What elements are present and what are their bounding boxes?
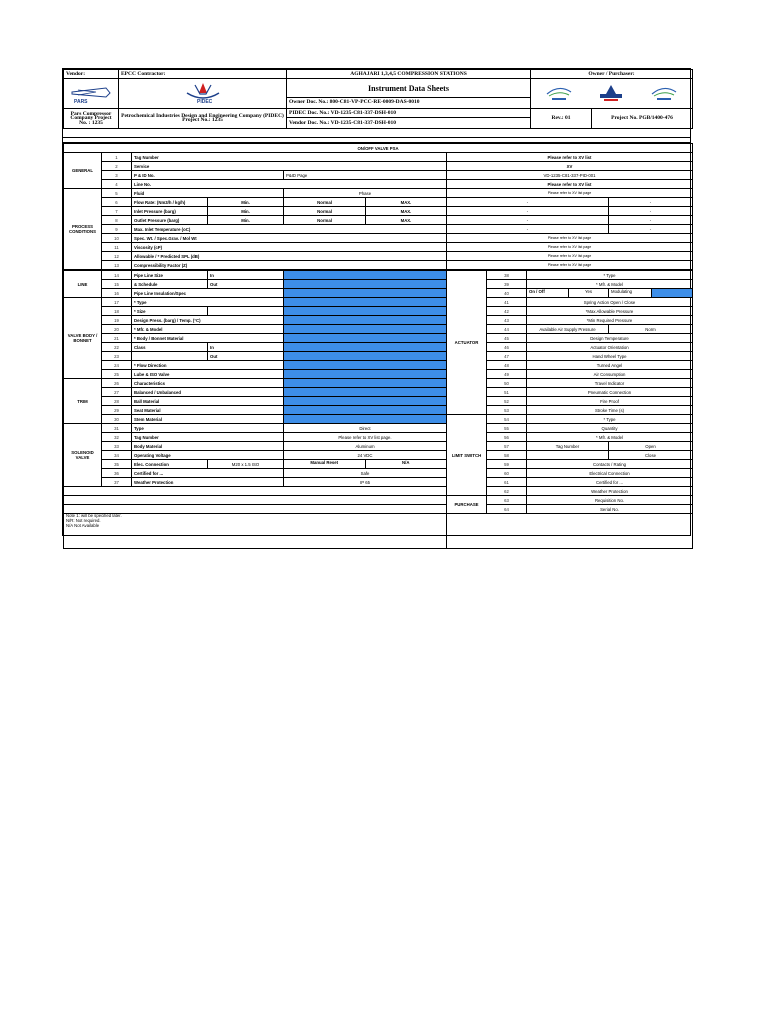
project-number: Project No. PGB/1400-476 [611,115,673,122]
row-value [284,379,447,388]
phase-label: Phase [284,189,447,198]
section-label: SOLENOID VALVE [64,424,102,487]
spec-row [64,343,693,352]
row-label: Pneumatic Connection [527,388,693,397]
spec-row [64,261,693,270]
row-value [284,289,447,298]
row-number: 4 [102,180,132,189]
value-a: - [447,207,609,216]
row-label: Body Material [132,442,284,451]
row-number: 1 [102,153,132,162]
row-number: 62 [487,487,527,496]
value-b: - [609,216,693,225]
row-number: 61 [487,478,527,487]
row-value [284,271,447,280]
notes [64,514,447,549]
row-number: 47 [487,352,527,361]
row-label: Pipe Line Size [132,271,208,280]
empty-cell [64,487,447,496]
row-number: 53 [487,406,527,415]
data-table [63,143,693,270]
row-sublabel: Close [609,451,693,460]
section-label: LINE [64,271,102,298]
row-sublabel: Norm [609,325,693,334]
row-sublabel: Out [208,352,284,361]
row-label: Line No. [132,180,447,189]
row-label: Service [132,162,447,171]
row-value: Please refer to XV list page [447,252,693,261]
spec-row [64,469,693,478]
spec-row [64,180,693,189]
fluid-value: Please refer to XV list page [447,189,693,198]
row-sublabel: In [208,343,284,352]
row-label: Requisition No. [527,496,693,505]
row-number: 33 [102,442,132,451]
row-label: Available Air Supply Pressure [527,325,609,334]
empty-cell [64,496,447,505]
spec-row [64,496,693,505]
row-label: Tag Number [527,442,609,451]
row-number: 24 [102,361,132,370]
spec-row [64,361,693,370]
row-number: 20 [102,325,132,334]
row-label: Max. Inlet Temperature (oC) [132,225,447,234]
row-label: Certified for ... [132,469,284,478]
row-label: Elec. Connection [132,460,208,469]
row-label: Spring Action Open / Close [527,298,693,307]
row-label: Spec. Wt. / Spec.Grav. / Mol Wt [132,234,447,243]
spec-row [64,334,693,343]
row-label: Operating Voltage [132,451,284,460]
spec-row [64,325,693,334]
note-line: N/A Not Available [66,522,100,528]
row-label: Weather Protection [527,487,693,496]
spec-row [64,243,693,252]
row-number: 27 [102,388,132,397]
row-label: Balanced / Unbalanced [132,388,284,397]
row-number: 23 [102,352,132,361]
row-number: 58 [487,451,527,460]
row-label: * Size [132,307,208,316]
spec-row [64,225,693,234]
row-number: 55 [487,424,527,433]
spec-row [64,171,693,180]
nigc-logo-icon [649,84,679,102]
spec-row [64,478,693,487]
manual-reset-label: Manual Reset [284,460,366,468]
spec-row [64,234,693,243]
row-value: Please refer to XV list page [447,261,693,270]
row-value [284,415,447,424]
row-number: 49 [487,370,527,379]
row-number: 34 [102,451,132,460]
value-a: - [447,225,609,234]
normal-label: Normal [284,207,366,216]
svg-text:PIDEC: PIDEC [196,99,212,106]
row-number: 22 [102,343,132,352]
spec-row [64,388,693,397]
row-label: Turned Angel [527,361,693,370]
row-number: 5 [102,189,132,198]
row-value: 24 VDC [284,451,447,460]
row-number: 44 [487,325,527,334]
row-number: 2 [102,162,132,171]
modulating-label: Modulating [609,289,652,297]
row-number: 40 [487,289,527,298]
row-label: Pipe Line Insulation/Spec [132,289,284,298]
row-number: 63 [487,496,527,505]
row-label: *Max Allowable Pressure [527,307,693,316]
spec-row [64,451,693,460]
row-number: 51 [487,388,527,397]
spec-row [64,379,693,388]
row-label: Certified for ... [527,478,693,487]
row-value [284,316,447,325]
instrument-data-sheet [62,68,691,536]
pid-page-label: P&ID Page [284,171,447,180]
row-number: 37 [102,478,132,487]
row-value: Please refer to XV list page. [284,433,447,442]
row-sublabel: Out [208,280,284,289]
modulating-value [652,289,692,297]
spec-row [64,460,693,469]
row-value [284,280,447,289]
spec-row [64,487,693,496]
nioc-logo-icon [544,84,574,102]
on-off-label: On / Off [527,289,569,297]
row-value [284,361,447,370]
spec-row [64,352,693,361]
row-value [284,334,447,343]
section-label: VALVE BODY / BONNET [64,298,102,379]
min-label: Min. [208,216,284,225]
on-off-cell [527,289,609,298]
manual-reset-value: N/A [402,460,410,465]
section-label: PURCHASE [447,496,487,514]
spec-row [64,406,693,415]
row-label: Air Consumption [527,370,693,379]
row-label: Serial No. [527,505,693,514]
row-number: 60 [487,469,527,478]
spec-row [64,397,693,406]
spec-row [64,442,693,451]
row-label: Actuator Orientation [527,343,693,352]
spec-row [64,280,693,289]
spec-row [64,316,693,325]
pidec-logo-icon [173,81,233,105]
elec-connection-value: M20 x 1.5 ISO [208,460,284,469]
section-title: ON/OFF VALVE PSA [64,144,693,153]
row-label: Allowable / * Predicted SPL (dB) [132,252,447,261]
row-value [284,307,447,316]
row-value: Please refer to XV list [447,180,693,189]
max-label: MAX. [366,216,447,225]
row-label: Seat Material [132,406,284,415]
pidec-logo [119,78,287,108]
spec-row [64,271,693,280]
row-value [284,298,447,307]
on-off-yes: Yes [584,289,592,294]
spec-row [64,424,693,433]
spec-row [64,370,693,379]
header-table [63,69,693,129]
note-line: Note 1: will be specified later. [66,513,122,518]
row-label: Hand Wheel Type [527,352,693,361]
section-label: GENERAL [64,153,102,189]
row-label: * Type [132,298,284,307]
row-value: Please refer to XV list page [447,234,693,243]
row-label: * Body / Bonnet Material [132,334,284,343]
row-number: 25 [102,370,132,379]
row-sublabel: In [208,271,284,280]
row-label: * Mfr. & Model [132,325,284,334]
row-value [284,343,447,352]
row-label: * Type [527,415,693,424]
spec-row [64,198,693,207]
spec-row [64,505,693,514]
modulating-cell [609,289,693,298]
row-number: 16 [102,289,132,298]
row-label: Type [132,424,284,433]
row-value [284,406,447,415]
row-label: Stroke Time (s) [527,406,693,415]
row-label: Design Press. (barg) / Temp. (°C) [132,316,284,325]
pid-number: VD-1235-C81-337-PID-001 [447,171,693,180]
row-label: Travel Indicator [527,379,693,388]
row-label: Lube & ISO Valve [132,370,284,379]
row-label: Flow Rate: (Nm3/h / kg/h) [132,198,208,207]
spec-row [64,216,693,225]
row-number: 45 [487,334,527,343]
row-label: Fluid [132,189,284,198]
row-label: Characteristics [132,379,284,388]
vendor-label: Vendor: [64,70,119,79]
row-value: IP 65 [284,478,447,487]
row-number: 3 [102,171,132,180]
row-label: Viscosity (cP) [132,243,447,252]
row-number: 11 [102,243,132,252]
vendor-doc-no: Vendor Doc. No.: VD-1235-C81-337-DSH-010 [287,117,531,128]
row-label: P & ID No. [132,171,284,180]
spec-row [64,433,693,442]
spec-row [64,153,693,162]
pidec-company: Petrochemical Industries Design and Engineering Company (PIDEC) Project No.: 1235 [119,108,287,128]
owner-doc-no: Owner Doc. No.: 800-C81-VP-PCC-RE-0009-DAS-0010 [289,99,420,106]
max-label: MAX. [366,207,447,216]
epcc-label: EPCC Contractor: [119,70,287,79]
row-label [132,352,208,361]
doc-title: Instrument Data Sheets [287,80,530,98]
row-number: 46 [487,343,527,352]
row-label: Electrical Connection [527,469,693,478]
section-title-row [64,144,693,153]
row-label: * Type [527,271,693,280]
row-number: 32 [102,433,132,442]
row-label: Design Temperature [527,334,693,343]
normal-label: Normal [284,198,366,207]
spacer-band [63,129,690,138]
row-number: 54 [487,415,527,424]
spec-row [64,252,693,261]
parsco-project-no: Pars Compressor Company Project No. : 1235 [64,108,119,128]
row-label: Compressibility Factor (Z) [132,261,447,270]
row-label: * Mfr. & Model [527,433,693,442]
row-label: Outlet Pressure (barg) [132,216,208,225]
value-b: - [609,225,693,234]
row-number: 52 [487,397,527,406]
row-number: 43 [487,316,527,325]
empty-cell [64,505,447,514]
max-label: MAX. [366,198,447,207]
revision: Rev.: 01 [531,109,592,128]
min-label: Min. [208,198,284,207]
row-number: 10 [102,234,132,243]
spec-row [64,189,693,198]
section-label: TRIM [64,379,102,424]
spec-row [64,298,693,307]
row-label: Inlet Pressure (barg) [132,207,208,216]
section-label: PROCESS CONDITIONS [64,189,102,270]
row-number: 12 [102,252,132,261]
manual-reset-cell [284,460,447,469]
row-number: 41 [487,298,527,307]
row-value: Aluminum [284,442,447,451]
svg-text:PARS: PARS [74,99,88,105]
row-value: Safe [284,469,447,478]
row-value: XV [447,162,693,171]
pidec-doc-no: PIDEC Doc. No.: VD-1235-C81-337-DSH-010 [287,108,531,117]
notes-row [64,514,693,549]
row-number: 8 [102,216,132,225]
value-b: - [609,198,693,207]
row-number: 59 [487,460,527,469]
row-value [284,370,447,379]
row-label: *Min Required Pressure [527,316,693,325]
row-value [284,388,447,397]
value-a: - [447,216,609,225]
row-number: 29 [102,406,132,415]
spec-row [64,415,693,424]
owner-logos [531,78,693,108]
row-number: 64 [487,505,527,514]
row-value [284,397,447,406]
owner-label: Owner / Purchaser: [531,70,693,79]
project-name: AGHAJARI 1,3,4,5 COMPRESSION STATIONS [287,70,531,79]
row-value [284,325,447,334]
row-label: Class [132,343,208,352]
row-number: 50 [487,379,527,388]
row-number: 26 [102,379,132,388]
row-number: 6 [102,198,132,207]
row-number: 31 [102,424,132,433]
row-number: 28 [102,397,132,406]
note-line: N/R: Not required. [66,517,101,523]
row-value [284,352,447,361]
row-number: 38 [487,271,527,280]
row-label: * Mfr. & Model [527,280,693,289]
row-number: 9 [102,225,132,234]
row-label: Quantity [527,424,693,433]
normal-label: Normal [284,216,366,225]
spec-row [64,207,693,216]
row-label: Weather Protection [132,478,284,487]
row-label: & Schedule [132,280,208,289]
row-sublabel [208,307,284,316]
row-label: Contacts / Rating [527,460,693,469]
row-label: Fire Proof [527,397,693,406]
row-value: Please refer to XV list [447,153,693,162]
row-number: 18 [102,307,132,316]
row-number: 56 [487,433,527,442]
row-value: Direct [284,424,447,433]
row-label: Tag Number [132,433,284,442]
spec-row [64,307,693,316]
row-number: 57 [487,442,527,451]
row-number: 7 [102,207,132,216]
value-b: - [609,207,693,216]
row-sublabel: Open [609,442,693,451]
value-a: - [447,198,609,207]
row-number: 19 [102,316,132,325]
row-label: Stem Material [132,415,284,424]
row-number: 48 [487,361,527,370]
row-number: 21 [102,334,132,343]
row-number: 36 [102,469,132,478]
row-value: Please refer to XV list page [447,243,693,252]
row-label: Ball Material [132,397,284,406]
row-number: 15 [102,280,132,289]
row-label [527,451,609,460]
empty-cell [447,514,693,549]
nisoc-logo-icon [596,84,626,102]
row-label: Tag Number [132,153,447,162]
min-label: Min. [208,207,284,216]
spec-row [64,289,693,298]
row-number: 42 [487,307,527,316]
row-number: 35 [102,460,132,469]
row-number: 30 [102,415,132,424]
row-number: 13 [102,261,132,270]
row-label: * Flow Direction [132,361,284,370]
section-label: LIMIT SWITCH [447,415,487,496]
row-number: 14 [102,271,132,280]
row-number: 17 [102,298,132,307]
pars-logo-icon [68,82,114,104]
lower-data-table [63,270,693,549]
row-number: 39 [487,280,527,289]
section-label: ACTUATOR [447,271,487,415]
pars-logo [64,78,119,108]
spec-row [64,162,693,171]
